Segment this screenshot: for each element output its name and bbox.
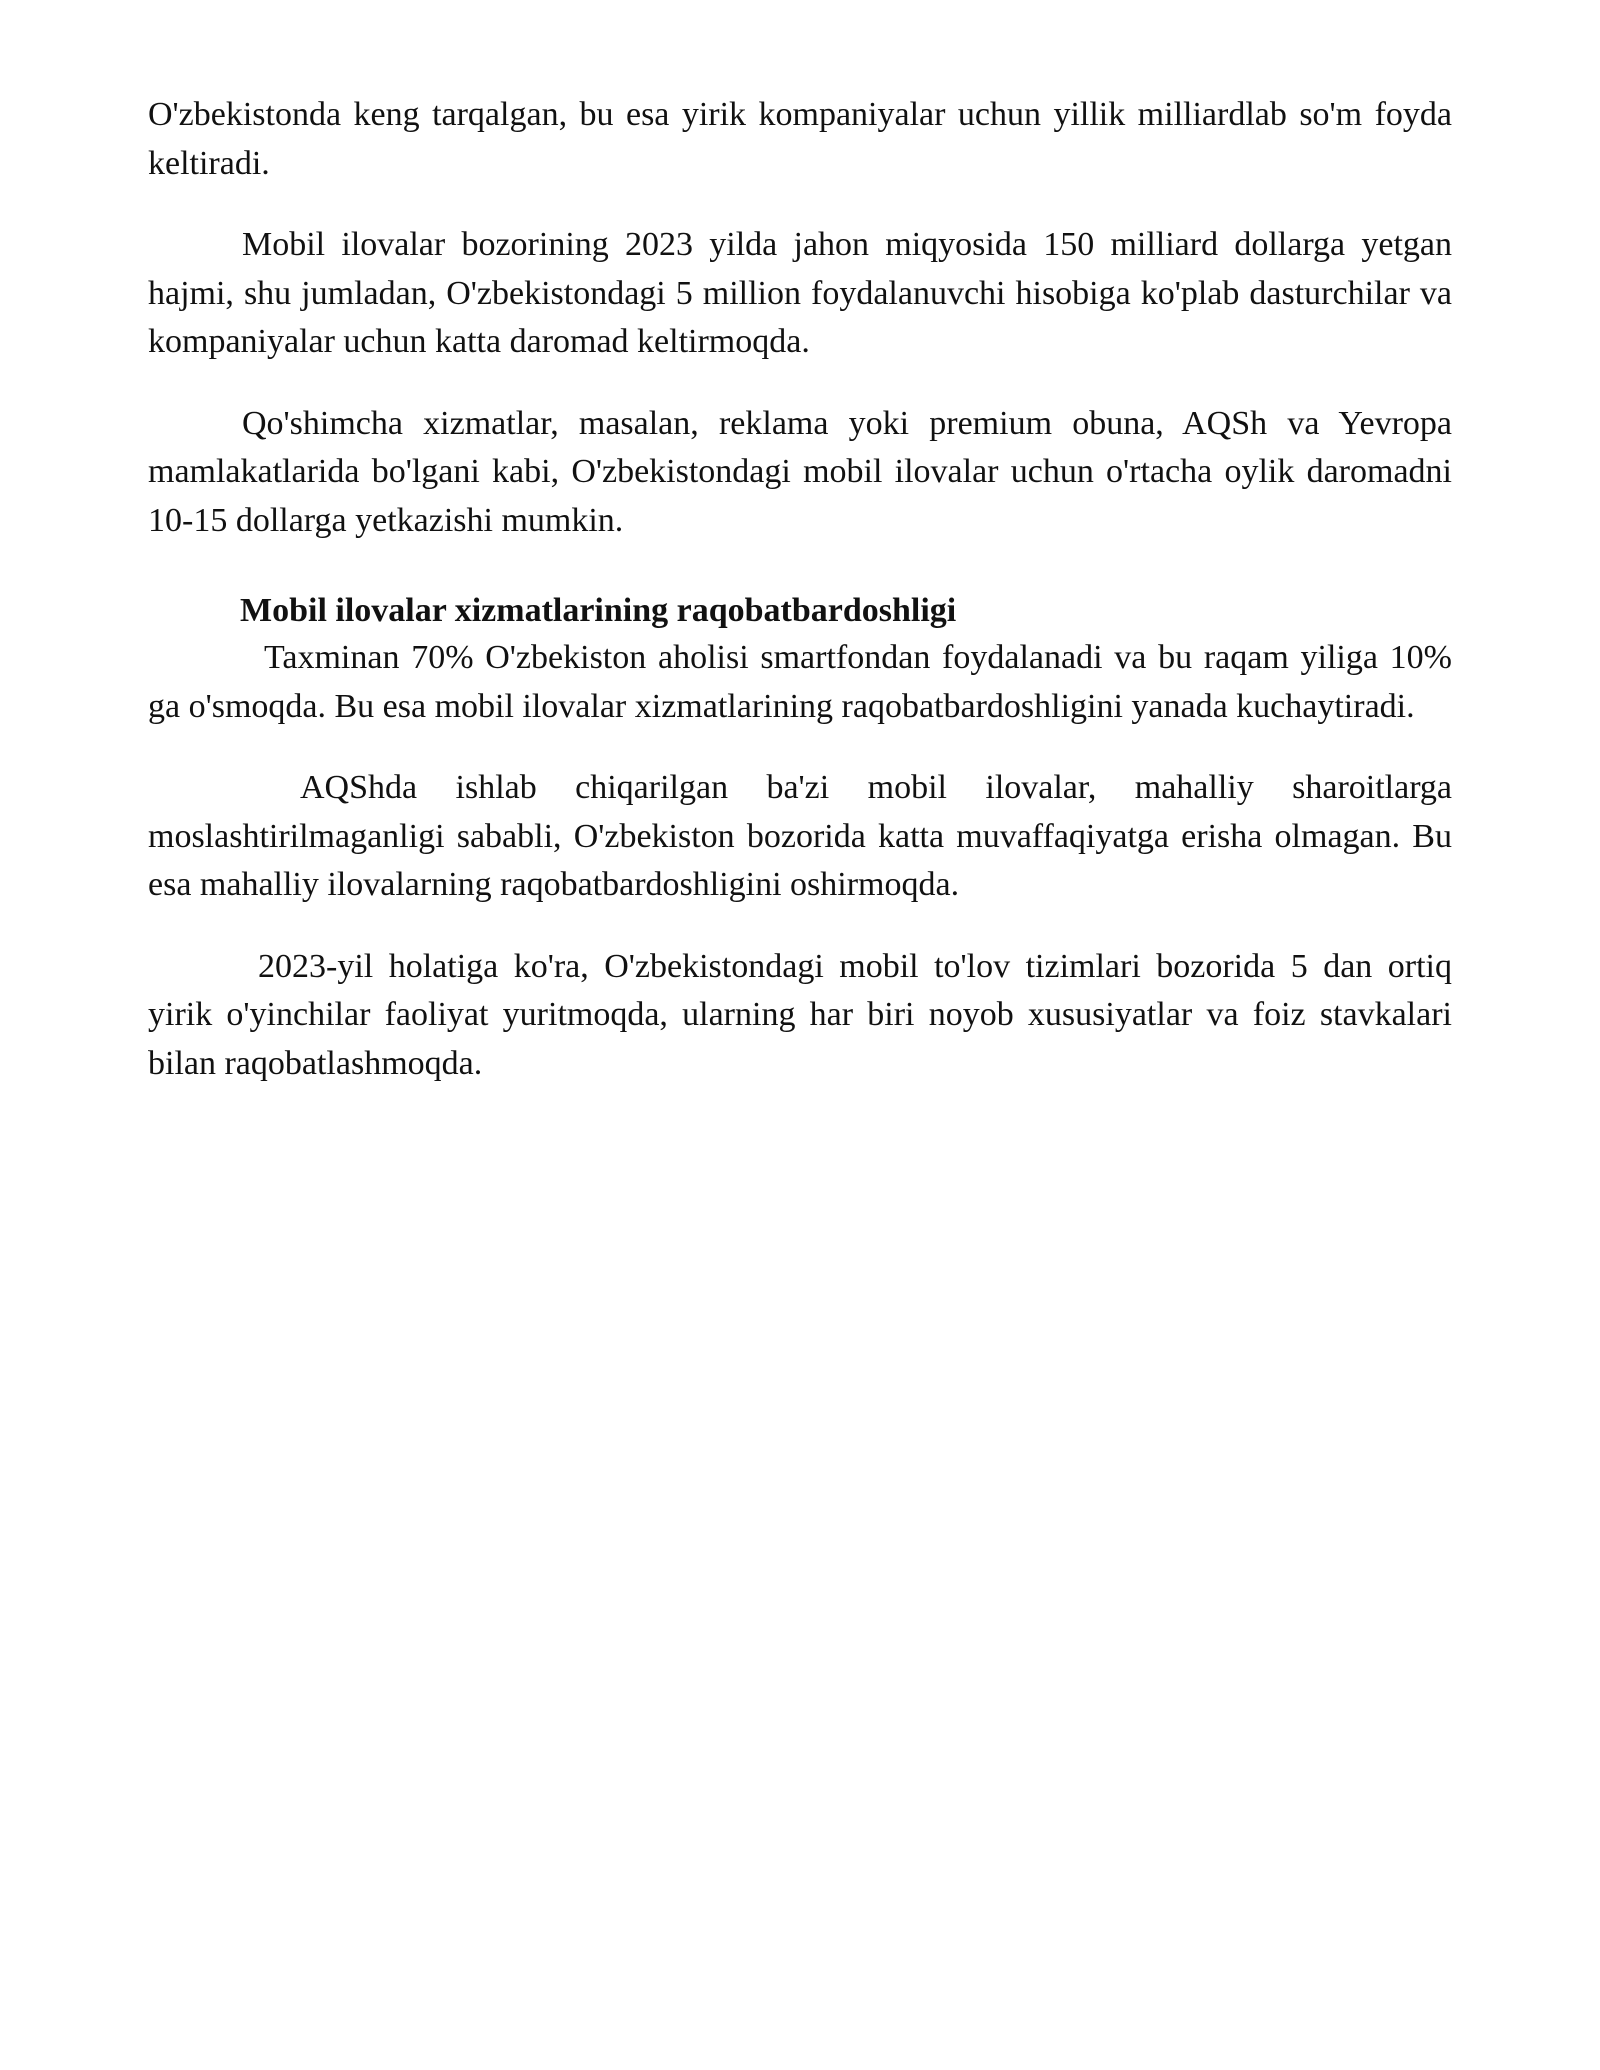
paragraph-additional-services: Qo'shimcha xizmatlar, masalan, reklama yoki premium obuna, AQSh va Yevropa mamlakatlarida bo'lgani kabi, O'zbekistondagi mobil ilovalar uchun o'rtacha oylik daromadni 10-15 dollarga yetkazishi mumkin. [148, 404, 1452, 539]
paragraph-smartphone-usage: Taxminan 70% O'zbekiston aholisi smartfondan foydalanadi va bu raqam yiliga 10% ga o'smoqda. Bu esa mobil ilovalar xizmatlarining raqobatbardoshligini yanada kuchaytiradi. [148, 639, 1452, 725]
paragraph-payment-systems: 2023-yil holatiga ko'ra, O'zbekistondagi mobil to'lov tizimlari bozorida 5 dan ortiq yirik o'yinchilar faoliyat yuritmoqda, ularning har biri noyob xususiyatlar va foiz stavkalari bilan raqobatlashmoqda. [148, 947, 1452, 1082]
document-body [148, 91, 1452, 1088]
paragraph-continuation: O'zbekistonda keng tarqalgan, bu esa yirik kompaniyalar uchun yillik milliardlab so'm foyda keltiradi. [148, 96, 1452, 182]
paragraph-us-apps: AQShda ishlab chiqarilgan ba'zi mobil ilovalar, mahalliy sharoitlarga moslashtirilmaganligi sababli, O'zbekiston bozorida katta muvaffaqiyatga erisha olmagan. Bu esa mahalliy ilovalarning raqobatbardoshligini oshirmoqda. [148, 769, 1452, 903]
paragraph-market-size: Mobil ilovalar bozorining 2023 yilda jahon miqyosida 150 milliard dollarga yetgan hajmi, shu jumladan, O'zbekistondagi 5 million foydalanuvchi hisobiga ko'plab dasturchilar va kompaniyalar uchun katta daromad keltirmoqda. [148, 226, 1452, 360]
section-heading: Mobil ilovalar xizmatlarining raqobatbardoshligi [240, 592, 957, 629]
